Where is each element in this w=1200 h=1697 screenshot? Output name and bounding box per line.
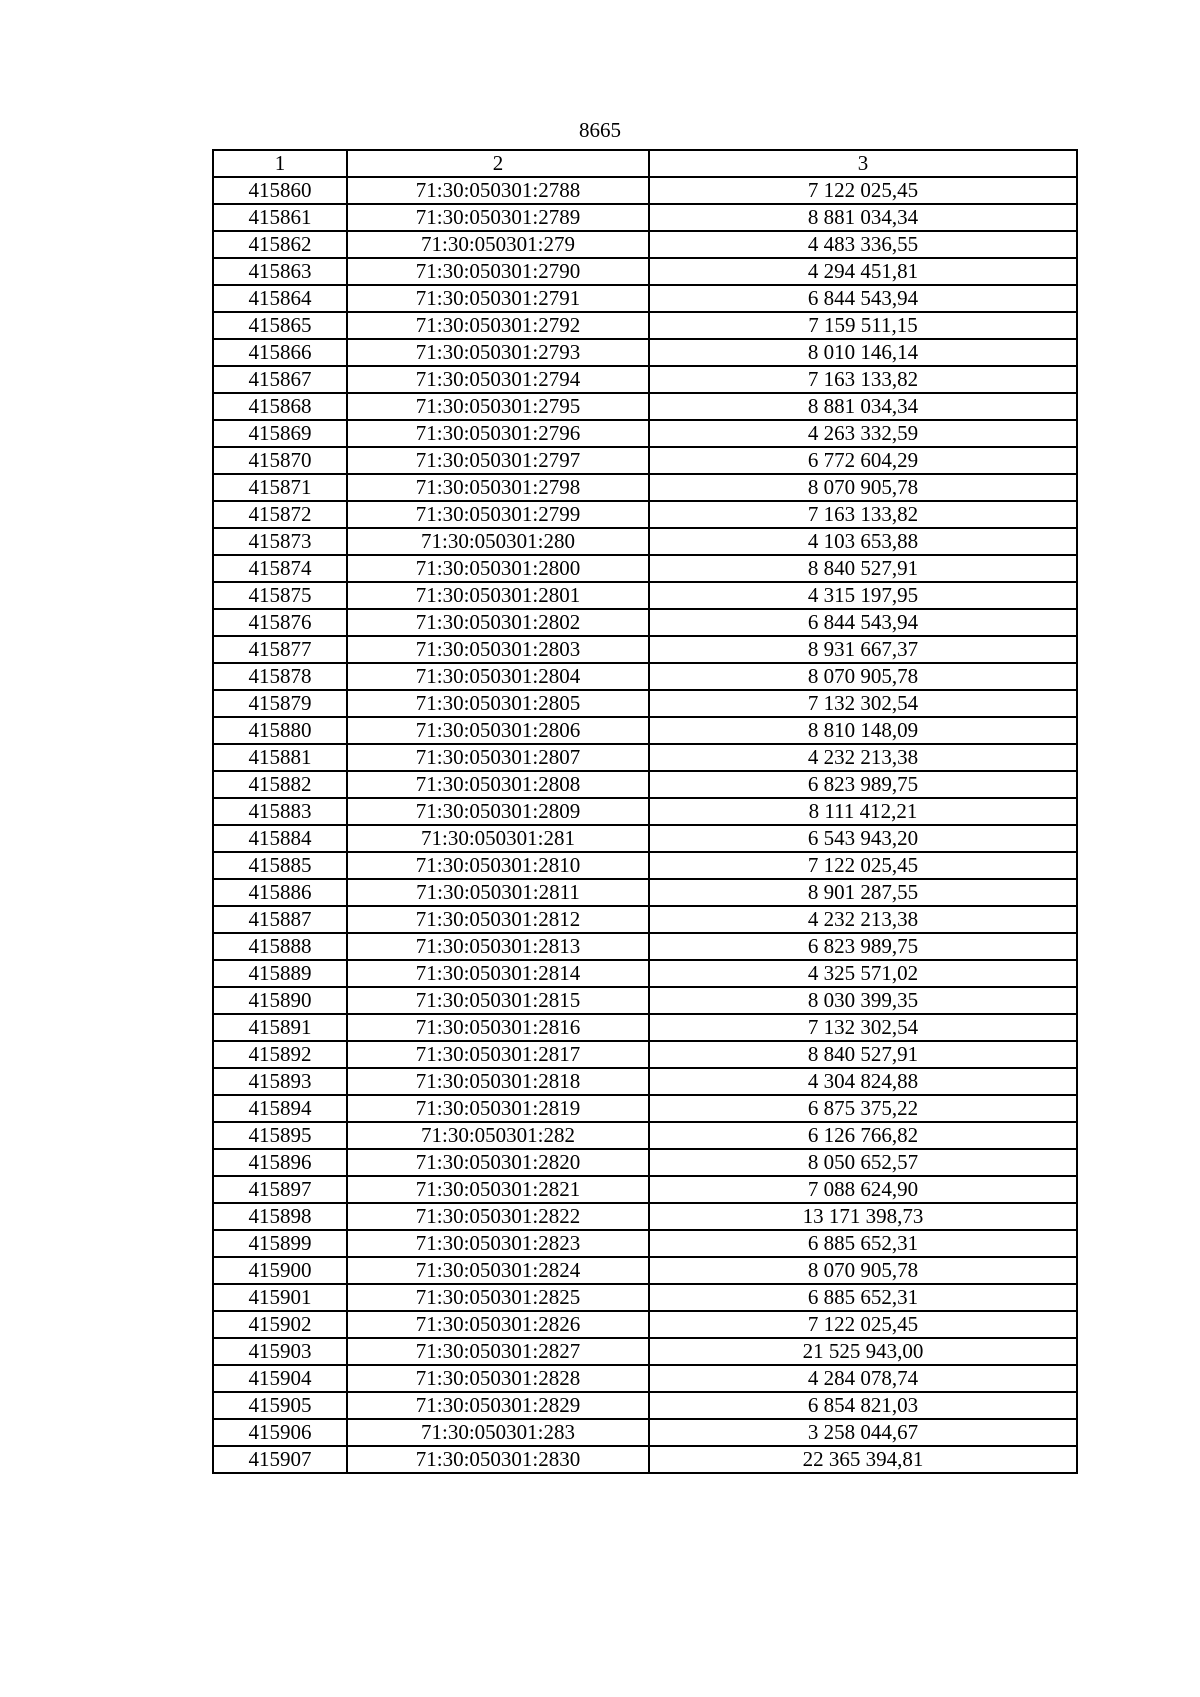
- cadastral-number-cell: 71:30:050301:2822: [347, 1203, 649, 1230]
- cadastral-number-cell: 71:30:050301:2802: [347, 609, 649, 636]
- value-cell: 4 483 336,55: [649, 231, 1077, 258]
- value-cell: 8 111 412,21: [649, 798, 1077, 825]
- table-row: [213, 366, 1077, 393]
- cadastral-number-cell: 71:30:050301:279: [347, 231, 649, 258]
- value-cell: 8 070 905,78: [649, 474, 1077, 501]
- cadastral-number-cell: 71:30:050301:2795: [347, 393, 649, 420]
- row-number-cell: 415873: [213, 528, 347, 555]
- cadastral-number-cell: 71:30:050301:2826: [347, 1311, 649, 1338]
- row-number-cell: 415865: [213, 312, 347, 339]
- table-row: [213, 1068, 1077, 1095]
- row-number-cell: 415895: [213, 1122, 347, 1149]
- table-row: [213, 1203, 1077, 1230]
- row-number-cell: 415896: [213, 1149, 347, 1176]
- table-row: [213, 933, 1077, 960]
- cadastral-number-cell: 71:30:050301:2816: [347, 1014, 649, 1041]
- value-cell: 7 163 133,82: [649, 366, 1077, 393]
- cadastral-number-cell: 71:30:050301:2801: [347, 582, 649, 609]
- value-cell: 7 132 302,54: [649, 1014, 1077, 1041]
- cadastral-number-cell: 71:30:050301:2815: [347, 987, 649, 1014]
- table-row: [213, 447, 1077, 474]
- value-cell: 8 050 652,57: [649, 1149, 1077, 1176]
- table-row: [213, 798, 1077, 825]
- table-row: [213, 879, 1077, 906]
- cadastral-number-cell: 71:30:050301:2791: [347, 285, 649, 312]
- row-number-cell: 415906: [213, 1419, 347, 1446]
- cadastral-number-cell: 71:30:050301:2804: [347, 663, 649, 690]
- cadastral-number-cell: 71:30:050301:280: [347, 528, 649, 555]
- table-body: [213, 177, 1077, 1473]
- table-row: [213, 1311, 1077, 1338]
- row-number-cell: 415894: [213, 1095, 347, 1122]
- cadastral-number-cell: 71:30:050301:2794: [347, 366, 649, 393]
- table-row: [213, 231, 1077, 258]
- row-number-cell: 415861: [213, 204, 347, 231]
- table-row: [213, 825, 1077, 852]
- value-cell: 7 122 025,45: [649, 852, 1077, 879]
- cadastral-number-cell: 71:30:050301:2824: [347, 1257, 649, 1284]
- value-cell: 6 885 652,31: [649, 1284, 1077, 1311]
- row-number-cell: 415868: [213, 393, 347, 420]
- table-row: [213, 771, 1077, 798]
- table-row: [213, 717, 1077, 744]
- cadastral-number-cell: 71:30:050301:283: [347, 1419, 649, 1446]
- cadastral-number-cell: 71:30:050301:281: [347, 825, 649, 852]
- cadastral-number-cell: 71:30:050301:2829: [347, 1392, 649, 1419]
- table-row: [213, 1392, 1077, 1419]
- value-cell: 7 132 302,54: [649, 690, 1077, 717]
- row-number-cell: 415897: [213, 1176, 347, 1203]
- value-cell: 8 901 287,55: [649, 879, 1077, 906]
- table-row: [213, 906, 1077, 933]
- value-cell: 8 931 667,37: [649, 636, 1077, 663]
- table-row: [213, 1095, 1077, 1122]
- cadastral-number-cell: 71:30:050301:2793: [347, 339, 649, 366]
- table-row: [213, 1041, 1077, 1068]
- value-cell: 6 823 989,75: [649, 933, 1077, 960]
- cadastral-number-cell: 71:30:050301:2797: [347, 447, 649, 474]
- row-number-cell: 415875: [213, 582, 347, 609]
- cadastral-number-cell: 71:30:050301:2814: [347, 960, 649, 987]
- value-cell: 8 810 148,09: [649, 717, 1077, 744]
- value-cell: 8 881 034,34: [649, 204, 1077, 231]
- cadastral-number-cell: 71:30:050301:2812: [347, 906, 649, 933]
- value-cell: 4 284 078,74: [649, 1365, 1077, 1392]
- cadastral-number-cell: 71:30:050301:2821: [347, 1176, 649, 1203]
- row-number-cell: 415860: [213, 177, 347, 204]
- table-row: [213, 663, 1077, 690]
- row-number-cell: 415898: [213, 1203, 347, 1230]
- table-row: [213, 1230, 1077, 1257]
- data-table: [212, 149, 1078, 1474]
- table-row: [213, 393, 1077, 420]
- row-number-cell: 415879: [213, 690, 347, 717]
- cadastral-number-cell: 71:30:050301:2810: [347, 852, 649, 879]
- table-row: [213, 960, 1077, 987]
- value-cell: 13 171 398,73: [649, 1203, 1077, 1230]
- value-cell: 8 840 527,91: [649, 1041, 1077, 1068]
- cadastral-number-cell: 71:30:050301:2806: [347, 717, 649, 744]
- cadastral-number-cell: 71:30:050301:2823: [347, 1230, 649, 1257]
- table-row: [213, 1284, 1077, 1311]
- cadastral-number-cell: 71:30:050301:2807: [347, 744, 649, 771]
- value-cell: 6 885 652,31: [649, 1230, 1077, 1257]
- cadastral-number-cell: 71:30:050301:2817: [347, 1041, 649, 1068]
- row-number-cell: 415871: [213, 474, 347, 501]
- value-cell: 6 772 604,29: [649, 447, 1077, 474]
- value-cell: 3 258 044,67: [649, 1419, 1077, 1446]
- row-number-cell: 415872: [213, 501, 347, 528]
- table-row: [213, 474, 1077, 501]
- row-number-cell: 415867: [213, 366, 347, 393]
- row-number-cell: 415887: [213, 906, 347, 933]
- table-header-row: [213, 150, 1077, 177]
- row-number-cell: 415886: [213, 879, 347, 906]
- table-row: [213, 339, 1077, 366]
- table-row: [213, 555, 1077, 582]
- cadastral-number-cell: 71:30:050301:2792: [347, 312, 649, 339]
- column-header-1: 1: [213, 150, 347, 177]
- cadastral-number-cell: 71:30:050301:2830: [347, 1446, 649, 1473]
- value-cell: 8 010 146,14: [649, 339, 1077, 366]
- row-number-cell: 415890: [213, 987, 347, 1014]
- cadastral-number-cell: 71:30:050301:2796: [347, 420, 649, 447]
- row-number-cell: 415891: [213, 1014, 347, 1041]
- row-number-cell: 415866: [213, 339, 347, 366]
- cadastral-number-cell: 71:30:050301:2788: [347, 177, 649, 204]
- row-number-cell: 415876: [213, 609, 347, 636]
- value-cell: 22 365 394,81: [649, 1446, 1077, 1473]
- value-cell: 6 543 943,20: [649, 825, 1077, 852]
- cadastral-number-cell: 71:30:050301:2809: [347, 798, 649, 825]
- row-number-cell: 415889: [213, 960, 347, 987]
- table-row: [213, 1365, 1077, 1392]
- row-number-cell: 415905: [213, 1392, 347, 1419]
- row-number-cell: 415881: [213, 744, 347, 771]
- table-row: [213, 1176, 1077, 1203]
- cadastral-number-cell: 71:30:050301:2820: [347, 1149, 649, 1176]
- row-number-cell: 415878: [213, 663, 347, 690]
- cadastral-number-cell: 71:30:050301:2811: [347, 879, 649, 906]
- value-cell: 4 315 197,95: [649, 582, 1077, 609]
- table-row: [213, 744, 1077, 771]
- value-cell: 4 294 451,81: [649, 258, 1077, 285]
- row-number-cell: 415893: [213, 1068, 347, 1095]
- value-cell: 4 232 213,38: [649, 744, 1077, 771]
- cadastral-number-cell: 71:30:050301:2803: [347, 636, 649, 663]
- table-row: [213, 1014, 1077, 1041]
- table-row: [213, 501, 1077, 528]
- value-cell: 6 854 821,03: [649, 1392, 1077, 1419]
- row-number-cell: 415880: [213, 717, 347, 744]
- value-cell: 6 126 766,82: [649, 1122, 1077, 1149]
- row-number-cell: 415874: [213, 555, 347, 582]
- table-row: [213, 258, 1077, 285]
- table-row: [213, 1446, 1077, 1473]
- value-cell: 7 122 025,45: [649, 1311, 1077, 1338]
- column-header-2: 2: [347, 150, 649, 177]
- row-number-cell: 415863: [213, 258, 347, 285]
- table-row: [213, 636, 1077, 663]
- cadastral-number-cell: 71:30:050301:282: [347, 1122, 649, 1149]
- cadastral-number-cell: 71:30:050301:2827: [347, 1338, 649, 1365]
- row-number-cell: 415862: [213, 231, 347, 258]
- table-row: [213, 609, 1077, 636]
- value-cell: 7 088 624,90: [649, 1176, 1077, 1203]
- value-cell: 8 030 399,35: [649, 987, 1077, 1014]
- value-cell: 7 159 511,15: [649, 312, 1077, 339]
- value-cell: 8 070 905,78: [649, 1257, 1077, 1284]
- value-cell: 6 875 375,22: [649, 1095, 1077, 1122]
- value-cell: 4 263 332,59: [649, 420, 1077, 447]
- row-number-cell: 415882: [213, 771, 347, 798]
- table-row: [213, 852, 1077, 879]
- row-number-cell: 415902: [213, 1311, 347, 1338]
- cadastral-number-cell: 71:30:050301:2828: [347, 1365, 649, 1392]
- row-number-cell: 415888: [213, 933, 347, 960]
- row-number-cell: 415883: [213, 798, 347, 825]
- value-cell: 4 103 653,88: [649, 528, 1077, 555]
- value-cell: 21 525 943,00: [649, 1338, 1077, 1365]
- table-row: [213, 1122, 1077, 1149]
- value-cell: 4 232 213,38: [649, 906, 1077, 933]
- cadastral-number-cell: 71:30:050301:2789: [347, 204, 649, 231]
- value-cell: 4 325 571,02: [649, 960, 1077, 987]
- table-row: [213, 177, 1077, 204]
- row-number-cell: 415884: [213, 825, 347, 852]
- table-row: [213, 690, 1077, 717]
- value-cell: 7 122 025,45: [649, 177, 1077, 204]
- row-number-cell: 415907: [213, 1446, 347, 1473]
- table-row: [213, 204, 1077, 231]
- value-cell: 4 304 824,88: [649, 1068, 1077, 1095]
- row-number-cell: 415899: [213, 1230, 347, 1257]
- cadastral-number-cell: 71:30:050301:2808: [347, 771, 649, 798]
- table-row: [213, 1149, 1077, 1176]
- cadastral-number-cell: 71:30:050301:2799: [347, 501, 649, 528]
- row-number-cell: 415885: [213, 852, 347, 879]
- value-cell: 6 823 989,75: [649, 771, 1077, 798]
- table-row: [213, 1419, 1077, 1446]
- value-cell: 8 881 034,34: [649, 393, 1077, 420]
- value-cell: 8 840 527,91: [649, 555, 1077, 582]
- table-row: [213, 285, 1077, 312]
- value-cell: 6 844 543,94: [649, 285, 1077, 312]
- column-header-3: 3: [649, 150, 1077, 177]
- row-number-cell: 415869: [213, 420, 347, 447]
- table-row: [213, 1338, 1077, 1365]
- cadastral-number-cell: 71:30:050301:2805: [347, 690, 649, 717]
- row-number-cell: 415892: [213, 1041, 347, 1068]
- row-number-cell: 415877: [213, 636, 347, 663]
- row-number-cell: 415864: [213, 285, 347, 312]
- table-row: [213, 528, 1077, 555]
- cadastral-number-cell: 71:30:050301:2813: [347, 933, 649, 960]
- cadastral-number-cell: 71:30:050301:2825: [347, 1284, 649, 1311]
- value-cell: 8 070 905,78: [649, 663, 1077, 690]
- table-row: [213, 420, 1077, 447]
- cadastral-number-cell: 71:30:050301:2790: [347, 258, 649, 285]
- table-row: [213, 1257, 1077, 1284]
- value-cell: 6 844 543,94: [649, 609, 1077, 636]
- row-number-cell: 415870: [213, 447, 347, 474]
- value-cell: 7 163 133,82: [649, 501, 1077, 528]
- row-number-cell: 415903: [213, 1338, 347, 1365]
- cadastral-number-cell: 71:30:050301:2798: [347, 474, 649, 501]
- row-number-cell: 415901: [213, 1284, 347, 1311]
- row-number-cell: 415904: [213, 1365, 347, 1392]
- table-row: [213, 312, 1077, 339]
- page-number: 8665: [579, 118, 621, 142]
- table-row: [213, 987, 1077, 1014]
- cadastral-number-cell: 71:30:050301:2819: [347, 1095, 649, 1122]
- cadastral-number-cell: 71:30:050301:2818: [347, 1068, 649, 1095]
- table-row: [213, 582, 1077, 609]
- cadastral-number-cell: 71:30:050301:2800: [347, 555, 649, 582]
- row-number-cell: 415900: [213, 1257, 347, 1284]
